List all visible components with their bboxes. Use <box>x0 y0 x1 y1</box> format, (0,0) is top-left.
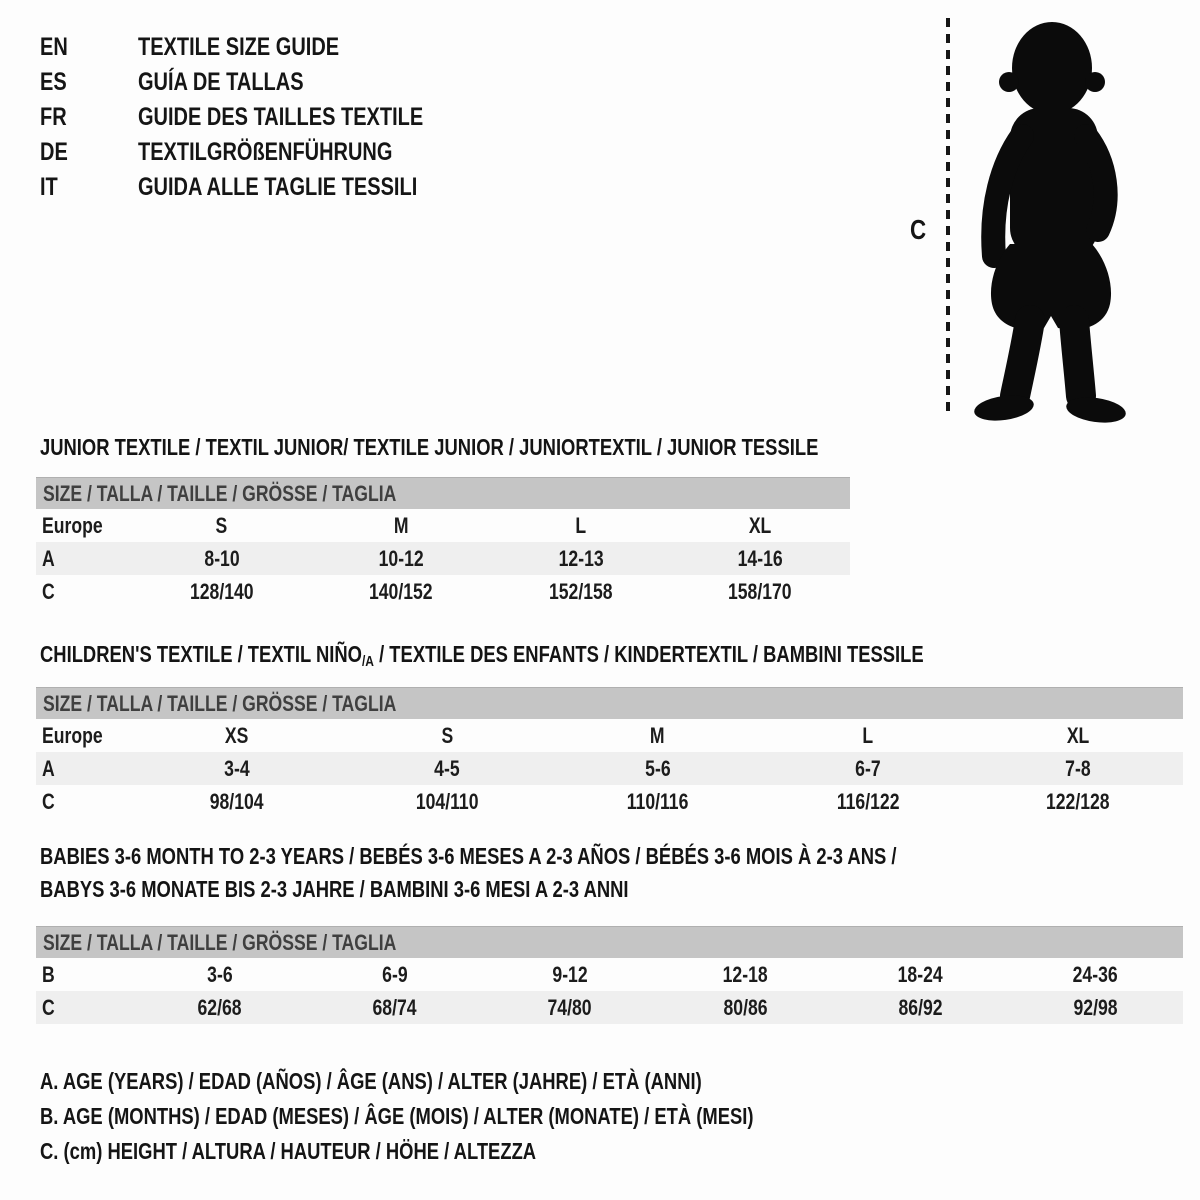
babies-size-table <box>36 926 1183 1024</box>
babies-row-age-months <box>36 958 1183 991</box>
guide-title-es: GUÍA DE TALLAS <box>138 68 304 96</box>
row-label: Europe <box>42 722 103 748</box>
nino-a-subscript: /A <box>361 653 374 670</box>
age-cell: 4-5 <box>434 755 461 781</box>
age-cell: 24-36 <box>1072 961 1118 987</box>
age-cell: 10-12 <box>378 545 424 571</box>
size-cell: M <box>650 722 665 748</box>
babies-size-header-bar: SIZE / TALLA / TAILLE / GRÖSSE / TAGLIA <box>36 926 1183 958</box>
age-cell: 5-6 <box>644 755 671 781</box>
babies-section-title-line1: BABIES 3-6 MONTH TO 2-3 YEARS / BEBÉS 3-6 MESES A 2-3 AÑOS / BÉBÉS 3-6 MOIS À 2-3 ANS / <box>40 843 897 869</box>
guide-title-en: TEXTILE SIZE GUIDE <box>138 33 340 61</box>
height-cell: 80/86 <box>723 994 768 1020</box>
height-cell: 74/80 <box>547 994 592 1020</box>
lang-row-fr <box>40 100 495 135</box>
height-cell: 140/152 <box>369 578 434 604</box>
age-cell: 6-7 <box>854 755 881 781</box>
height-cell: 152/158 <box>548 578 613 604</box>
height-cell: 62/68 <box>197 994 242 1020</box>
age-cell: 12-18 <box>722 961 768 987</box>
age-cell: 6-9 <box>382 961 408 987</box>
height-cell: 92/98 <box>1073 994 1118 1020</box>
height-cell: 104/110 <box>415 788 479 814</box>
toddler-silhouette-icon <box>952 16 1142 426</box>
children-row-europe <box>36 719 1183 752</box>
row-label: C <box>42 994 55 1020</box>
children-section-title: CHILDREN'S TEXTILE / TEXTIL NIÑO/A / TEXTILE DES ENFANTS / KINDERTEXTIL / BAMBINI TESSILE <box>40 641 924 670</box>
height-cell: 122/128 <box>1046 788 1110 814</box>
language-title-block <box>40 30 495 205</box>
children-size-header-bar: SIZE / TALLA / TAILLE / GRÖSSE / TAGLIA <box>36 687 1183 719</box>
age-cell: 14-16 <box>737 545 783 571</box>
row-label: B <box>42 961 55 987</box>
lang-row-de <box>40 135 495 170</box>
junior-section-title: JUNIOR TEXTILE / TEXTIL JUNIOR/ TEXTILE JUNIOR / JUNIORTEXTIL / JUNIOR TESSILE <box>40 434 819 460</box>
size-cell: S <box>441 722 454 748</box>
size-cell: XL <box>1066 722 1090 748</box>
height-cell: 158/170 <box>728 578 793 604</box>
guide-title-fr: GUIDE DES TAILLES TEXTILE <box>138 103 424 131</box>
lang-row-it <box>40 170 495 205</box>
size-cell: L <box>862 722 874 748</box>
age-cell: 12-13 <box>558 545 604 571</box>
height-cell: 98/104 <box>210 788 265 814</box>
age-cell: 9-12 <box>552 961 588 987</box>
age-cell: 3-6 <box>206 961 233 987</box>
row-label: C <box>42 788 55 814</box>
row-label: A <box>42 545 55 571</box>
height-cell: 110/116 <box>626 788 689 814</box>
size-cell: S <box>215 512 228 538</box>
junior-size-header-bar: SIZE / TALLA / TAILLE / GRÖSSE / TAGLIA <box>36 477 850 509</box>
height-measure-label: C <box>910 214 927 245</box>
junior-row-age-years <box>36 542 850 575</box>
junior-row-height-cm <box>36 575 850 608</box>
age-cell: 3-4 <box>224 755 250 781</box>
legend-line-a: A. AGE (YEARS) / EDAD (AÑOS) / ÂGE (ANS) / ALTER (JAHRE) / ETÀ (ANNI) <box>40 1068 702 1094</box>
children-row-height-cm <box>36 785 1183 818</box>
row-label: C <box>42 578 55 604</box>
lang-code-es: ES <box>40 68 67 96</box>
size-cell: L <box>575 512 587 538</box>
lang-row-es <box>40 65 495 100</box>
lang-code-fr: FR <box>40 103 67 131</box>
legend-line-b: B. AGE (MONTHS) / EDAD (MESES) / ÂGE (MOIS) / ALTER (MONATE) / ETÀ (MESI) <box>40 1103 754 1129</box>
row-label: A <box>42 755 55 781</box>
measurement-legend <box>40 1064 932 1169</box>
lang-row-en <box>40 30 495 65</box>
height-cell: 128/140 <box>189 578 254 604</box>
guide-title-de: TEXTILGRÖßENFÜHRUNG <box>138 138 393 166</box>
lang-code-it: IT <box>40 173 58 201</box>
legend-line-c: C. (cm) HEIGHT / ALTURA / HAUTEUR / HÖHE / ALTEZZA <box>40 1138 537 1164</box>
lang-code-de: DE <box>40 138 68 166</box>
babies-row-height-cm <box>36 991 1183 1024</box>
size-cell: XS <box>225 722 249 748</box>
age-cell: 8-10 <box>204 545 240 571</box>
junior-row-europe <box>36 509 850 542</box>
babies-section-title-line2: BABYS 3-6 MONATE BIS 2-3 JAHRE / BAMBINI 3-6 MESI A 2-3 ANNI <box>40 876 629 902</box>
children-row-age-years <box>36 752 1183 785</box>
height-cell: 68/74 <box>372 994 417 1020</box>
children-size-table <box>36 687 1183 818</box>
row-label: Europe <box>42 512 103 538</box>
junior-size-table <box>36 477 850 608</box>
age-cell: 7-8 <box>1065 755 1091 781</box>
height-cell: 86/92 <box>898 994 943 1020</box>
age-cell: 18-24 <box>897 961 943 987</box>
guide-title-it: GUIDA ALLE TAGLIE TESSILI <box>138 173 418 201</box>
lang-code-en: EN <box>40 33 68 61</box>
size-cell: XL <box>749 512 772 538</box>
height-cell: 116/122 <box>836 788 900 814</box>
size-cell: M <box>393 512 409 538</box>
